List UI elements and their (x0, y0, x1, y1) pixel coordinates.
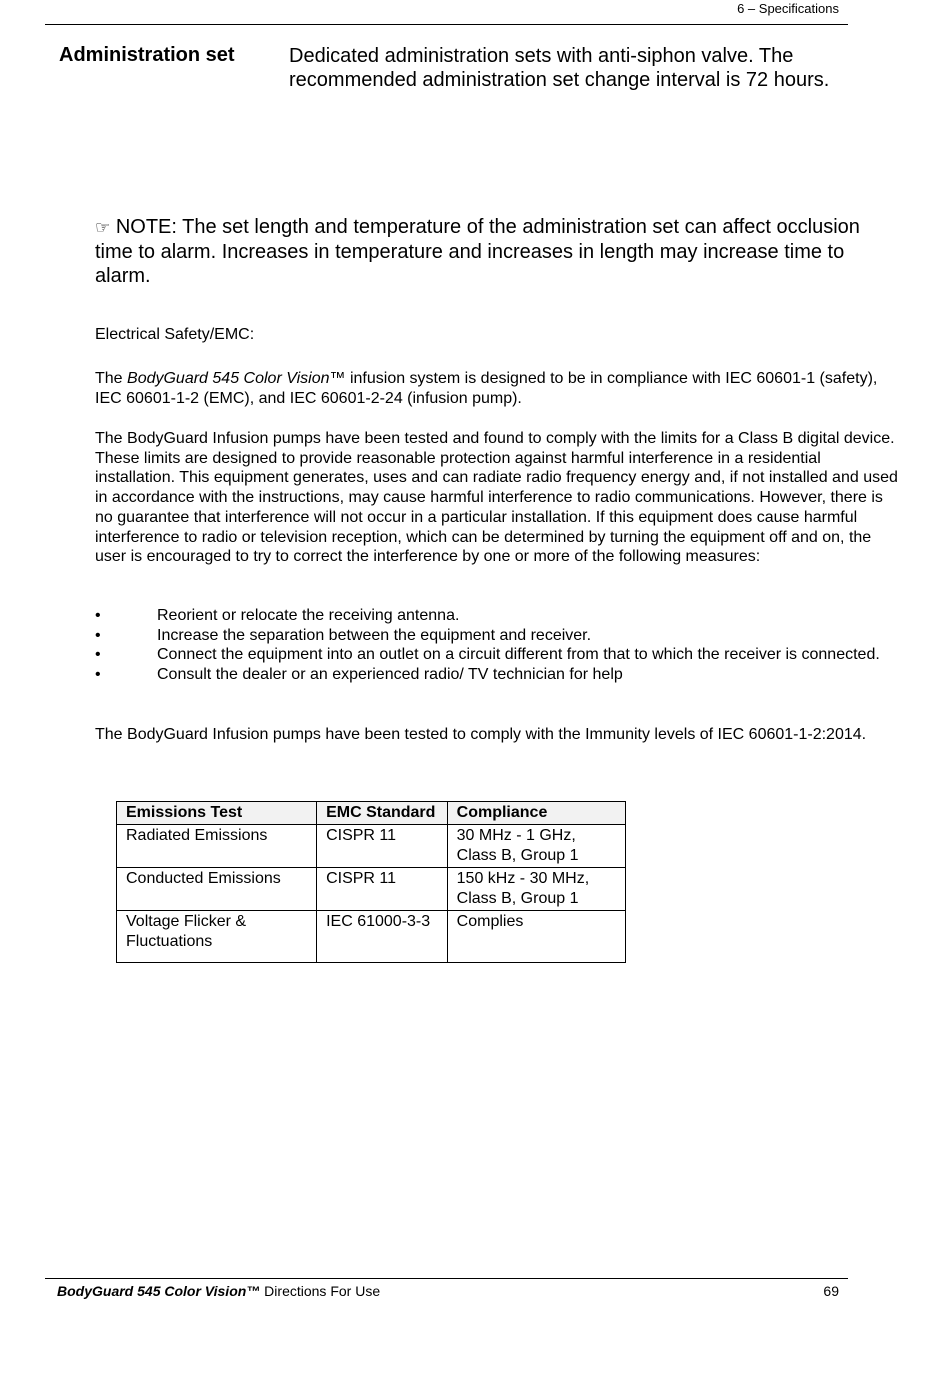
column-header: EMC Standard (317, 802, 448, 825)
table-cell: CISPR 11 (317, 825, 448, 868)
footer-brand: BodyGuard 545 Color Vision™ (57, 1283, 261, 1299)
immunity-paragraph: The BodyGuard Infusion pumps have been tested to comply with the Immunity levels of IEC 60601-1-2:2014. (95, 726, 867, 743)
list-item-text: Reorient or relocate the receiving antenna. (157, 607, 460, 624)
fcc-paragraph: The BodyGuard Infusion pumps have been tested and found to comply with the limits for a Class B digital device. These limits are designed to provide reasonable protection against harmful interference in a residential installation. This equipment generates, uses and can radiate radio frequency energy and, if not installed and used in accordance with the instructions, may cause harmful interference to radio communications. However, there is no guarantee that interference will not occur in a particular installation. If this equipment does cause harmful interference to radio or television reception, which can be determined by turning the equipment off and on, the user is encouraged to try to correct the interference by one or more of the following measures: (95, 430, 898, 566)
table-row (117, 911, 626, 963)
list-item (95, 626, 885, 646)
bullet-symbol: • (95, 666, 101, 684)
list-item (95, 606, 885, 626)
table-row (117, 825, 626, 868)
table-cell: IEC 61000-3-3 (317, 911, 448, 963)
admin-set-label: Administration set (59, 44, 235, 66)
list-item-text: Increase the separation between the equipment and receiver. (157, 626, 592, 644)
table-cell: Complies (447, 911, 625, 963)
table-cell: Voltage Flicker & Fluctuations (117, 911, 317, 963)
list-item (95, 665, 885, 685)
bullet-symbol: • (95, 646, 101, 664)
table-row (117, 868, 626, 911)
footer-divider (45, 1278, 848, 1279)
section-title: Electrical Safety/EMC: (95, 326, 255, 343)
column-header: Emissions Test (117, 802, 317, 825)
note-text: NOTE: The set length and temperature of the administration set can affect occlusion time to alarm. Increases in temperature and increases in length may increase time to alarm. (95, 216, 860, 287)
column-header: Compliance (447, 802, 625, 825)
header-divider (45, 24, 848, 25)
table-cell: CISPR 11 (317, 868, 448, 911)
emissions-table (116, 801, 626, 963)
list-item-text: Connect the equipment into an outlet on a circuit different from that to which the receiver is connected. (157, 646, 880, 664)
measures-list (95, 606, 885, 685)
note-block (95, 215, 895, 288)
bullet-symbol: • (95, 626, 101, 644)
admin-set-description: Dedicated administration sets with anti-siphon valve. The recommended administration set change interval is 72 hours. (289, 45, 830, 91)
para1-prefix: The (95, 370, 128, 387)
footer-title (57, 1283, 380, 1299)
table-cell: 150 kHz - 30 MHz, Class B, Group 1 (447, 868, 625, 911)
table-cell: 30 MHz - 1 GHz, Class B, Group 1 (447, 825, 625, 868)
product-name: BodyGuard 545 Color Vision™ (127, 370, 346, 387)
table-cell: Conducted Emissions (117, 868, 317, 911)
bullet-symbol: • (95, 607, 101, 624)
page-number: 69 (823, 1283, 839, 1299)
list-item-text: Consult the dealer or an experienced radio/ TV technician for help (157, 666, 623, 684)
table-header-row (117, 802, 626, 825)
compliance-paragraph (95, 369, 900, 408)
list-item (95, 645, 885, 665)
pointing-hand-icon: ☞ (95, 218, 111, 237)
footer-doc-title: Directions For Use (260, 1283, 381, 1299)
para1-rest: infusion system is designed to be in compliance with IEC 60601-1 (safety), IEC 60601-1-2 (EMC), and IEC 60601-2-24 (infusion pump). (95, 370, 878, 407)
table-cell: Radiated Emissions (117, 825, 317, 868)
running-header: 6 – Specifications (737, 1, 839, 16)
